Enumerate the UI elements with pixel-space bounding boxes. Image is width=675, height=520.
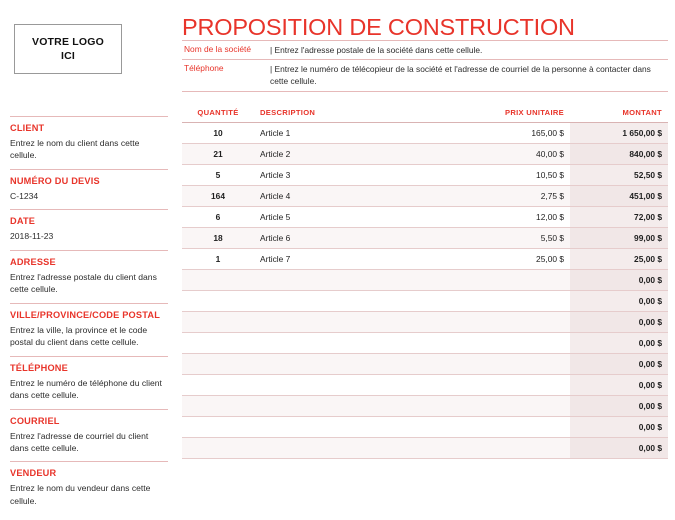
cell-quantity[interactable]: 164 <box>182 186 254 207</box>
company-phone-label: Téléphone <box>184 63 224 74</box>
sidebar <box>0 0 178 520</box>
sidebar-field-quote-number <box>8 169 170 202</box>
column-header-description: DESCRIPTION <box>254 104 466 123</box>
company-name-label: Nom de la société <box>184 44 252 54</box>
page-title: PROPOSITION DE CONSTRUCTION <box>182 14 575 40</box>
cell-quantity[interactable] <box>182 375 254 396</box>
cell-unit-price[interactable] <box>466 291 570 312</box>
table-row[interactable] <box>182 312 668 333</box>
field-label: DATE <box>10 216 36 227</box>
column-header-quantity: QUANTITÉ <box>182 104 254 123</box>
field-label: COURRIEL <box>10 415 60 426</box>
table-row[interactable] <box>182 396 668 417</box>
cell-description[interactable]: Article 1 <box>254 123 466 144</box>
company-address-value[interactable]: | Entrez l'adresse postale de la société dans cette cellule. <box>270 45 483 55</box>
table-row[interactable] <box>182 228 668 249</box>
cell-description[interactable]: Article 5 <box>254 207 466 228</box>
field-label: VILLE/PROVINCE/CODE POSTAL <box>10 309 161 320</box>
cell-amount: 0,00 $ <box>570 291 668 312</box>
cell-unit-price[interactable] <box>466 396 570 417</box>
sidebar-fields <box>8 116 170 507</box>
cell-description[interactable] <box>254 396 466 417</box>
sidebar-field-client <box>8 116 170 162</box>
sidebar-field-date <box>8 209 170 242</box>
field-label: NUMÉRO DU DEVIS <box>10 175 100 186</box>
cell-unit-price[interactable]: 25,00 $ <box>466 249 570 270</box>
cell-quantity[interactable]: 21 <box>182 144 254 165</box>
table-row[interactable] <box>182 291 668 312</box>
table-row[interactable] <box>182 249 668 270</box>
field-label: ADRESSE <box>10 256 56 267</box>
cell-amount: 0,00 $ <box>570 270 668 291</box>
field-value[interactable]: Entrez le nom du vendeur dans cette cellule. <box>10 483 151 506</box>
divider <box>10 169 168 170</box>
cell-unit-price[interactable] <box>466 375 570 396</box>
sidebar-field-address <box>8 250 170 296</box>
cell-amount: 840,00 $ <box>570 144 668 165</box>
items-table-body <box>182 123 668 459</box>
cell-quantity[interactable] <box>182 417 254 438</box>
table-row[interactable] <box>182 375 668 396</box>
cell-amount: 451,00 $ <box>570 186 668 207</box>
table-row[interactable] <box>182 207 668 228</box>
field-label: CLIENT <box>10 123 45 133</box>
cell-amount: 0,00 $ <box>570 312 668 333</box>
sidebar-field-email <box>8 409 170 455</box>
cell-unit-price[interactable] <box>466 354 570 375</box>
cell-amount: 0,00 $ <box>570 375 668 396</box>
table-row[interactable] <box>182 144 668 165</box>
cell-quantity[interactable] <box>182 333 254 354</box>
field-label: TÉLÉPHONE <box>10 362 68 373</box>
company-name-row <box>182 40 668 60</box>
cell-description[interactable]: Article 4 <box>254 186 466 207</box>
field-value[interactable]: Entrez le nom du client dans cette cellule. <box>10 138 140 161</box>
divider <box>10 356 168 357</box>
cell-description[interactable] <box>254 375 466 396</box>
cell-description[interactable] <box>254 417 466 438</box>
logo-line-2: ICI <box>60 50 76 62</box>
table-row[interactable] <box>182 417 668 438</box>
cell-description[interactable]: Article 2 <box>254 144 466 165</box>
cell-description[interactable] <box>254 291 466 312</box>
cell-quantity[interactable] <box>182 312 254 333</box>
table-row[interactable] <box>182 186 668 207</box>
cell-description[interactable]: Article 7 <box>254 249 466 270</box>
cell-unit-price[interactable]: 12,00 $ <box>466 207 570 228</box>
field-value[interactable]: 2018-11-23 <box>10 231 54 242</box>
company-phone-row <box>182 60 668 91</box>
cell-unit-price[interactable] <box>466 333 570 354</box>
sidebar-field-city-province-postal <box>8 303 170 349</box>
cell-amount: 0,00 $ <box>570 417 668 438</box>
cell-quantity[interactable]: 5 <box>182 165 254 186</box>
cell-unit-price[interactable] <box>466 417 570 438</box>
divider <box>10 116 168 117</box>
cell-quantity[interactable] <box>182 438 254 459</box>
cell-amount: 1 650,00 $ <box>570 123 668 144</box>
divider <box>10 461 168 462</box>
cell-unit-price[interactable]: 165,00 $ <box>466 123 570 144</box>
table-header-row <box>182 104 668 123</box>
divider <box>10 303 168 304</box>
field-value[interactable]: C-1234 <box>10 190 39 201</box>
cell-amount: 25,00 $ <box>570 249 668 270</box>
field-value[interactable]: Entrez le numéro de téléphone du client dans cette cellule. <box>10 377 162 401</box>
company-header <box>182 40 668 92</box>
table-row[interactable] <box>182 438 668 459</box>
cell-description[interactable]: Article 6 <box>254 228 466 249</box>
cell-quantity[interactable] <box>182 354 254 375</box>
field-value[interactable]: Entrez l'adresse de courriel du client dans cette cellule. <box>10 430 149 453</box>
items-table <box>182 104 668 459</box>
cell-unit-price[interactable]: 5,50 $ <box>466 228 570 249</box>
cell-unit-price[interactable] <box>466 270 570 291</box>
field-value[interactable]: Entrez la ville, la province et le code postal du client dans cette cellule. <box>10 324 148 348</box>
cell-amount: 0,00 $ <box>570 438 668 459</box>
cell-description[interactable] <box>254 312 466 333</box>
cell-amount: 99,00 $ <box>570 228 668 249</box>
cell-quantity[interactable]: 10 <box>182 123 254 144</box>
cell-unit-price[interactable] <box>466 438 570 459</box>
sidebar-field-salesperson <box>8 461 170 507</box>
cell-description[interactable]: Article 3 <box>254 165 466 186</box>
cell-description[interactable] <box>254 438 466 459</box>
cell-amount: 0,00 $ <box>570 396 668 417</box>
divider <box>10 250 168 251</box>
cell-unit-price[interactable]: 40,00 $ <box>466 144 570 165</box>
sidebar-field-phone <box>8 356 170 402</box>
table-row[interactable] <box>182 354 668 375</box>
divider <box>10 409 168 410</box>
logo-placeholder[interactable] <box>14 24 122 74</box>
cell-description[interactable] <box>254 270 466 291</box>
company-contact-value[interactable]: | Entrez le numéro de télécopieur de la société et l'adresse de courriel de la personne à contacter dans cette cellule. <box>270 64 651 87</box>
cell-description[interactable] <box>254 333 466 354</box>
logo-line-1: VOTRE LOGO <box>31 35 104 48</box>
items-table-wrapper <box>182 104 668 459</box>
cell-amount: 0,00 $ <box>570 354 668 375</box>
cell-amount: 72,00 $ <box>570 207 668 228</box>
table-row[interactable] <box>182 333 668 354</box>
cell-unit-price[interactable] <box>466 312 570 333</box>
cell-quantity[interactable]: 1 <box>182 249 254 270</box>
cell-quantity[interactable] <box>182 291 254 312</box>
cell-unit-price[interactable]: 10,50 $ <box>466 165 570 186</box>
field-label: VENDEUR <box>10 468 57 479</box>
column-header-unit-price: PRIX UNITAIRE <box>466 104 570 123</box>
table-row[interactable] <box>182 123 668 144</box>
cell-unit-price[interactable]: 2,75 $ <box>466 186 570 207</box>
cell-amount: 52,50 $ <box>570 165 668 186</box>
cell-quantity[interactable]: 18 <box>182 228 254 249</box>
cell-quantity[interactable] <box>182 396 254 417</box>
table-row[interactable] <box>182 270 668 291</box>
column-header-amount: MONTANT <box>570 104 668 123</box>
table-row[interactable] <box>182 165 668 186</box>
cell-amount: 0,00 $ <box>570 333 668 354</box>
divider <box>10 209 168 210</box>
cell-quantity[interactable]: 6 <box>182 207 254 228</box>
cell-quantity[interactable] <box>182 270 254 291</box>
cell-description[interactable] <box>254 354 466 375</box>
field-value[interactable]: Entrez l'adresse postale du client dans cette cellule. <box>10 271 157 295</box>
